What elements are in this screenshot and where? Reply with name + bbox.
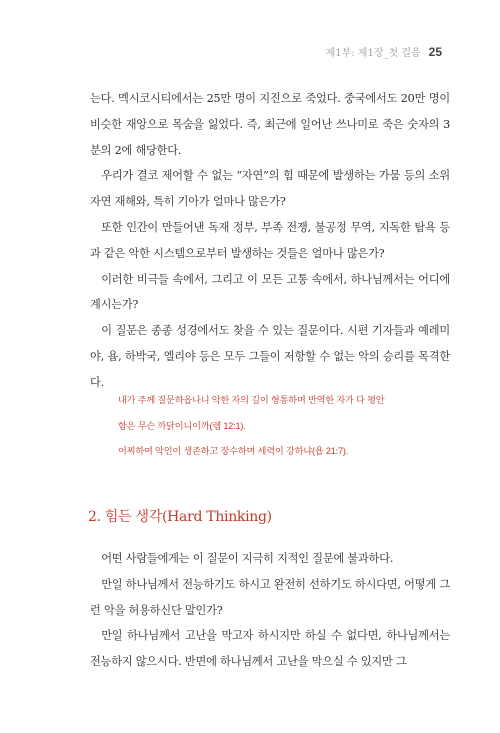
paragraph: 만일 하나님께서 고난을 막고자 하시지만 하실 수 없다면, 하나님께서는 전능하지 않으시다. 반면에 하나님께서 고난을 막으실 수 있지만 그 (90, 629, 450, 669)
page-number: 25 (428, 45, 442, 59)
section-heading: 2. 힘든 생각(Hard Thinking) (88, 509, 272, 525)
paragraph: 는다. 멕시코시티에서는 25만 명이 지진으로 죽었다. 중국에서도 20만 명이 비슷한 재앙으로 목숨을 잃었다. 즉, 최근에 일어난 쓰나미로 죽은 숫자의 3분의 2에 해당한다. (90, 92, 450, 157)
paragraph: 이 질문은 종종 성경에서도 찾을 수 있는 질문이다. 시편 기자들과 예레미야, 욥, 하박국, 엘리야 등은 모두 그들이 저항할 수 없는 악의 승리를 목격한다. (90, 324, 450, 389)
scripture-quote (118, 388, 448, 465)
quote-line: 어찌하여 악인이 생존하고 장수하며 세력이 강하냐(욥 21:7). (118, 446, 349, 456)
paragraph: 또한 인간이 만들어낸 독재 정부, 부족 전쟁, 불공정 무역, 지독한 탐욕 등과 같은 악한 시스템으로부터 발생하는 것들은 얼마나 많은가? (90, 220, 450, 260)
paragraph: 이러한 비극들 속에서, 그리고 이 모든 고통 속에서, 하나님께서는 어디에 계시는가? (90, 272, 450, 312)
quote-line: 함은 무슨 까닭이니이까(렘 12:1). (118, 420, 246, 431)
chapter-title: 제1부: 제1장_첫 걸음 (325, 48, 421, 59)
quote-line: 내가 주께 질문하옵나니 악한 자의 길이 형통하며 반역한 자가 다 평안 (118, 395, 385, 405)
running-header (326, 44, 442, 59)
body-text-bottom (90, 546, 450, 675)
body-text-top (90, 86, 450, 396)
paragraph: 우리가 결코 제어할 수 없는 “자연”의 힘 때문에 발생하는 가뭄 등의 소위 자연 재해와, 특히 기아가 얼마나 많은가? (90, 169, 450, 209)
paragraph: 어떤 사람들에게는 이 질문이 지극히 지적인 질문에 불과하다. (101, 552, 394, 565)
paragraph: 만일 하나님께서 전능하기도 하시고 완전히 선하기도 하시다면, 어떻게 그런 악을 허용하신단 말인가? (90, 577, 450, 617)
